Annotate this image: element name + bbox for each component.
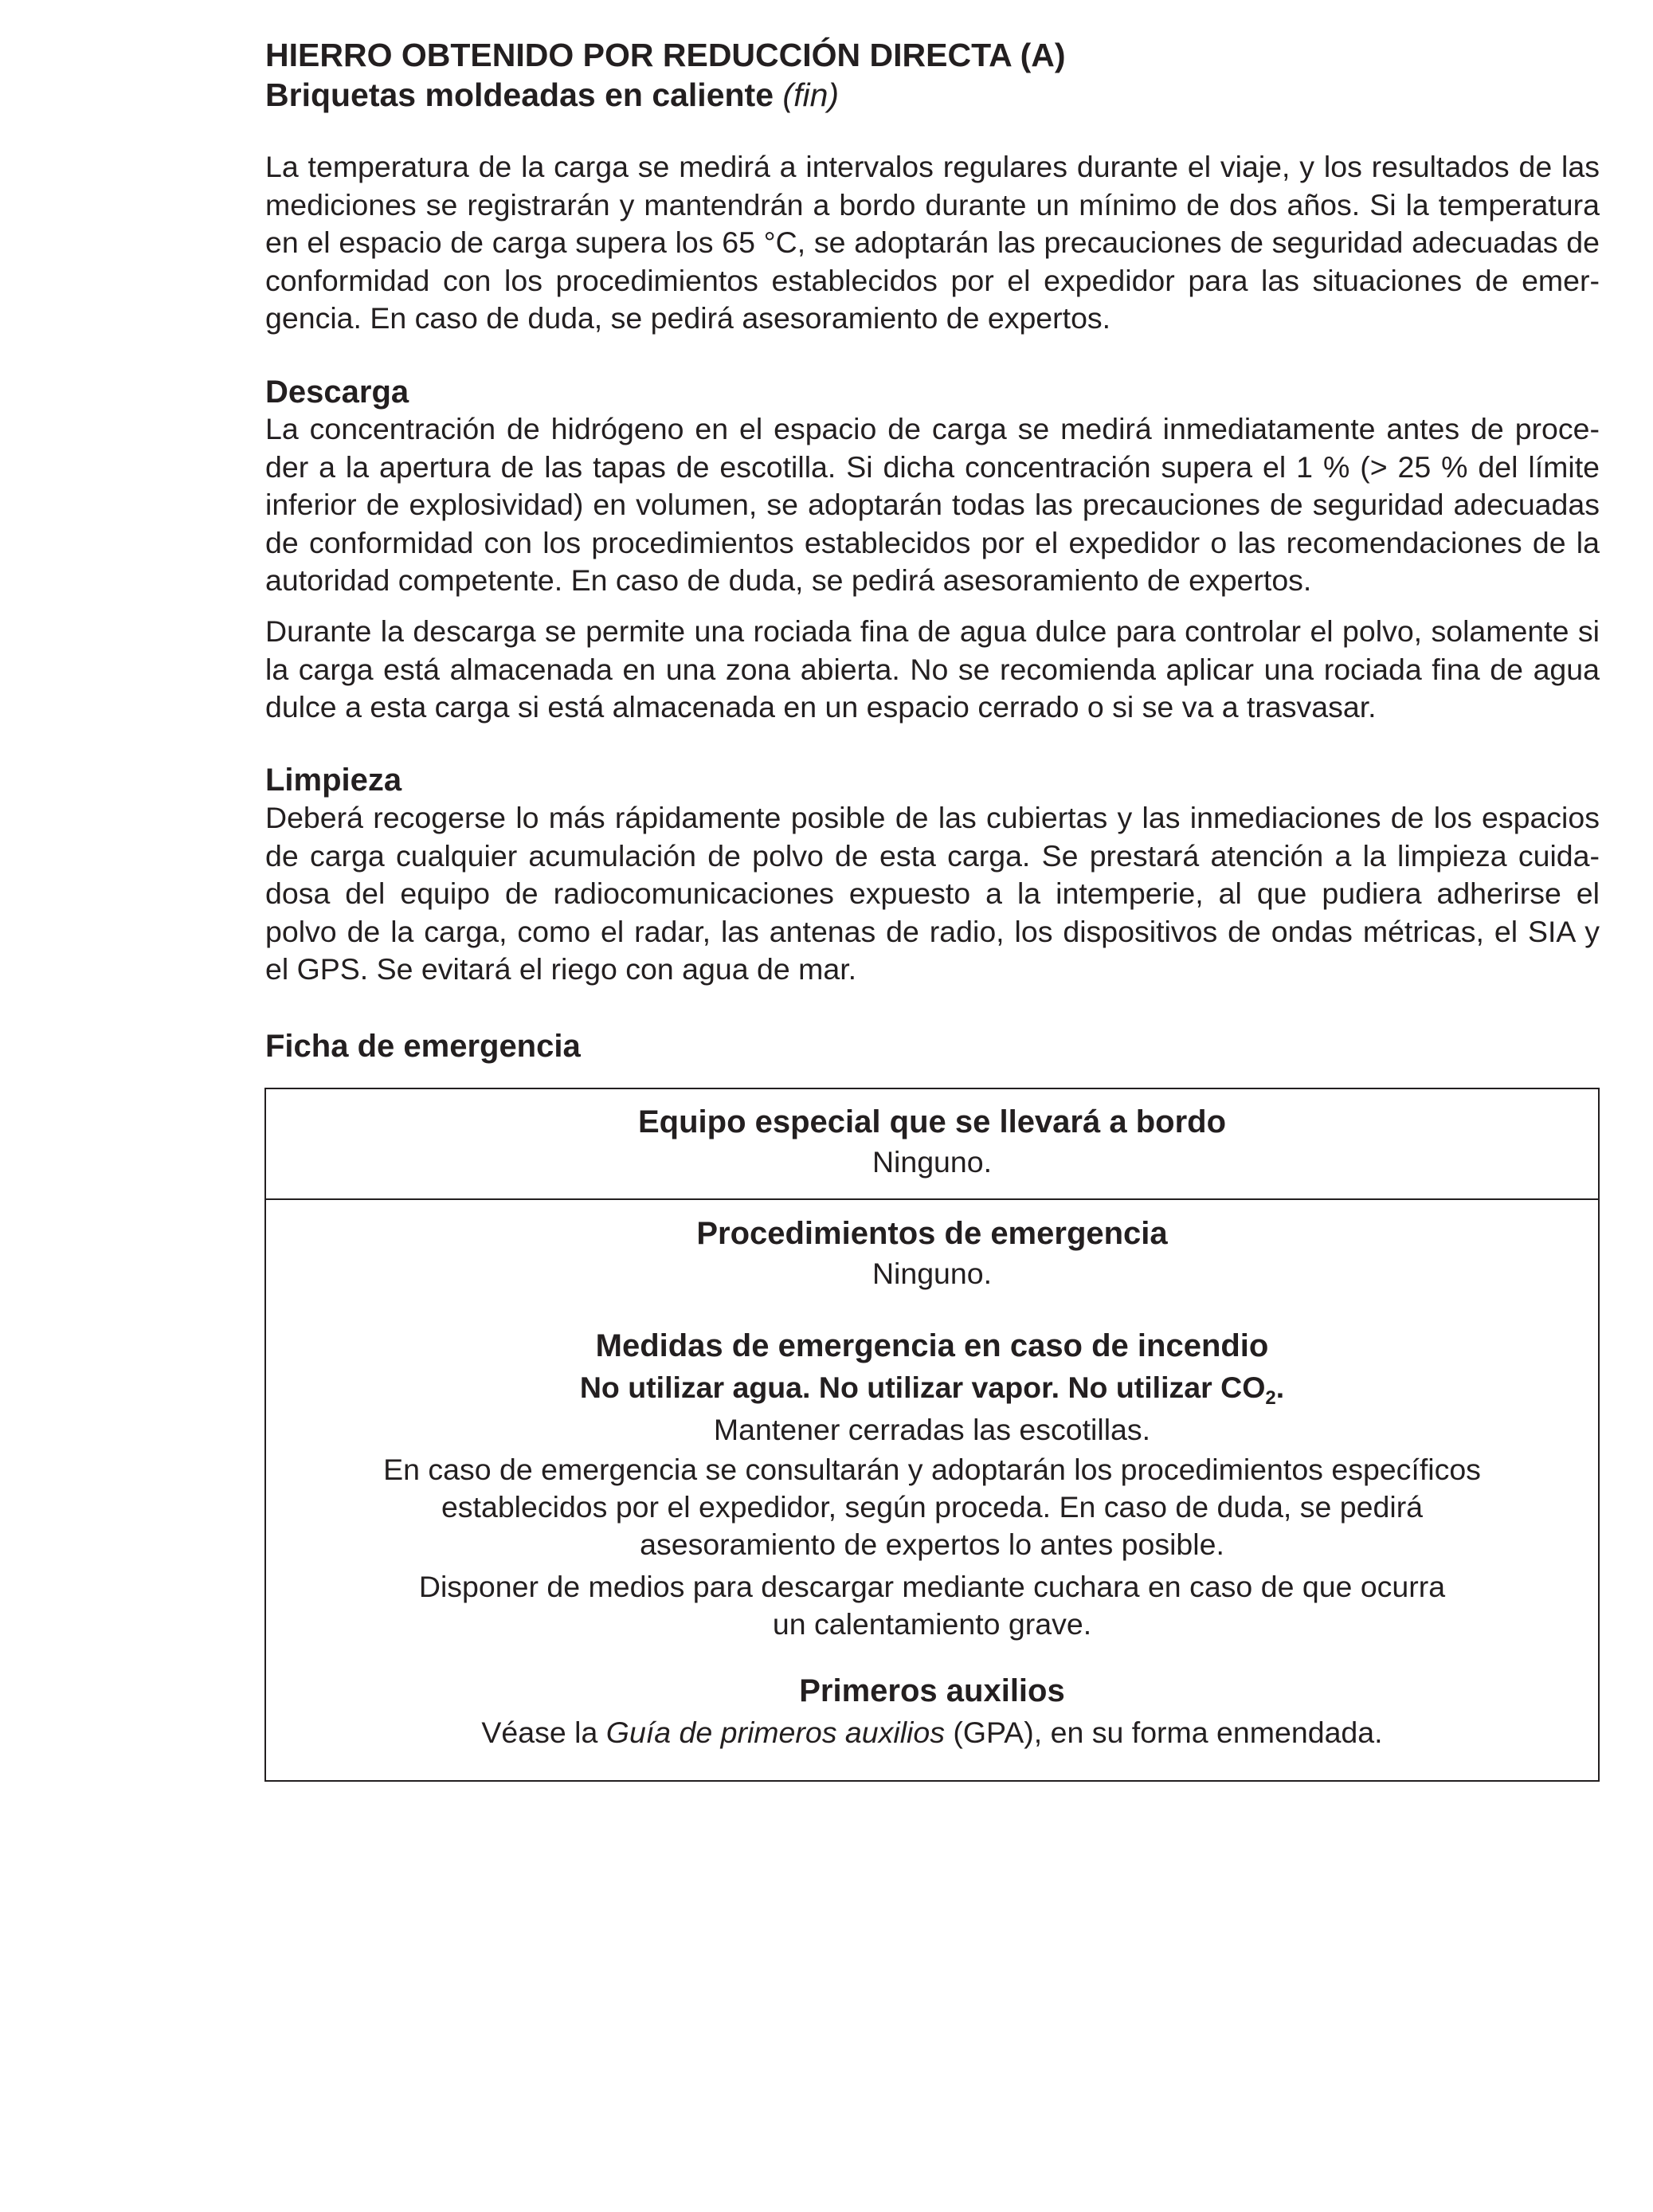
text-line: der a la apertura de las tapas de escotilla. Si dicha concentración supera el 1 % (> 25 % del límite (265, 449, 1600, 484)
incendio-para1-line: establecidos por el expedidor, según proceda. En caso de duda, se pedirá (441, 1490, 1424, 1524)
limpieza-paragraph (265, 799, 1600, 989)
text-line: La concentración de hidrógeno en el espacio de carga se medirá inmediatamente antes de proce- (265, 412, 1600, 445)
title-subtitle (265, 75, 1066, 115)
text-line: gencia. En caso de duda, se pedirá asesoramiento de expertos. (265, 301, 1111, 335)
incendio-line-1: Mantener cerradas las escotillas. (713, 1413, 1151, 1446)
warning-text: No utilizar agua. No utilizar vapor. No utilizar CO (579, 1371, 1266, 1404)
descarga-paragraph-2 (265, 613, 1600, 727)
text-line: La temperatura de la carga se medirá a intervalos regulares durante el viaje, y los resultados de las (265, 150, 1600, 183)
descarga-paragraph-1 (265, 410, 1600, 600)
box-divider (266, 1198, 1598, 1200)
incendio-para2-line: Disponer de medios para descargar mediante cuchara en caso de que ocurra (418, 1570, 1446, 1603)
incendio-para1-line: En caso de emergencia se consultarán y adoptarán los procedimientos específicos (383, 1453, 1481, 1486)
text-line: autoridad competente. En caso de duda, se pedirá asesoramiento de expertos. (265, 563, 1312, 597)
pa-prefix: Véase la (481, 1716, 606, 1749)
text-line: de carga cualquier acumulación de polvo de esta carga. Se prestará atención a la limpieza cuida- (265, 838, 1600, 873)
title-main: HIERRO OBTENIDO POR REDUCCIÓN DIRECTA (A) (265, 37, 1066, 73)
text-line: Deberá recogerse lo más rápidamente posible de las cubiertas y las inmediaciones de los espacios (265, 801, 1600, 834)
text-line: el GPS. Se evitará el riego con agua de mar. (265, 952, 857, 986)
incendio-para1-line: asesoramiento de expertos lo antes posible. (640, 1528, 1224, 1561)
text-line: dosa del equipo de radiocomunicaciones expuesto a la intemperie, al que pudiera adherirse el (265, 877, 1600, 910)
primeros-auxilios-heading: Primeros auxilios (799, 1673, 1065, 1708)
primeros-auxilios-text (266, 1714, 1598, 1751)
subtitle-suffix: (fin) (782, 76, 840, 113)
incendio-warning (266, 1369, 1598, 1409)
page-title (265, 35, 1066, 115)
text-line: Durante la descarga se permite una rociada fina de agua dulce para controlar el polvo, solamente si (265, 614, 1600, 648)
pa-suffix: (GPA), en su forma enmendada. (944, 1716, 1383, 1749)
incendio-para2-line: un calentamiento grave. (772, 1607, 1092, 1641)
warning-suffix: . (1275, 1371, 1285, 1404)
text-line: mediciones se registrarán y mantendrán a bordo durante un mínimo de dos años. Si la temperatura (265, 187, 1600, 222)
text-line: polvo de la carga, como el radar, las antenas de radio, los dispositivos de ondas métricas, el SIA y (265, 914, 1600, 948)
intro-paragraph (265, 148, 1600, 338)
procedimientos-value: Ninguno. (872, 1257, 993, 1290)
text-line: la carga está almacenada en una zona abierta. No se recomienda aplicar una rociada fina de agua (265, 652, 1600, 686)
text-line: de conformidad con los procedimientos establecidos por el expedidor o las recomendaciones de la (265, 525, 1600, 559)
procedimientos-heading: Procedimientos de emergencia (696, 1216, 1168, 1251)
subtitle-text: Briquetas moldeadas en caliente (265, 76, 774, 113)
co2-subscript: 2 (1265, 1387, 1276, 1409)
section-heading-ficha: Ficha de emergencia (265, 1029, 581, 1064)
text-line: inferior de explosividad) en volumen, se adoptarán todas las precauciones de seguridad adecuadas (265, 488, 1600, 521)
section-heading-limpieza: Limpieza (265, 763, 402, 798)
text-line: conformidad con los procedimientos establecidos por el expedidor para las situaciones de emer- (265, 263, 1600, 297)
incendio-heading: Medidas de emergencia en caso de incendio (595, 1328, 1269, 1363)
pa-guide-title: Guía de primeros auxilios (605, 1716, 945, 1749)
equipo-value: Ninguno. (872, 1145, 993, 1179)
text-line: en el espacio de carga supera los 65 °C, se adoptarán las precauciones de seguridad adecuadas de (265, 226, 1600, 259)
equipo-heading: Equipo especial que se llevará a bordo (637, 1104, 1227, 1139)
text-line: dulce a esta carga si está almacenada en un espacio cerrado o si se va a trasvasar. (265, 690, 1377, 724)
emergency-schedule-box (264, 1088, 1600, 1782)
section-heading-descarga: Descarga (265, 375, 409, 410)
